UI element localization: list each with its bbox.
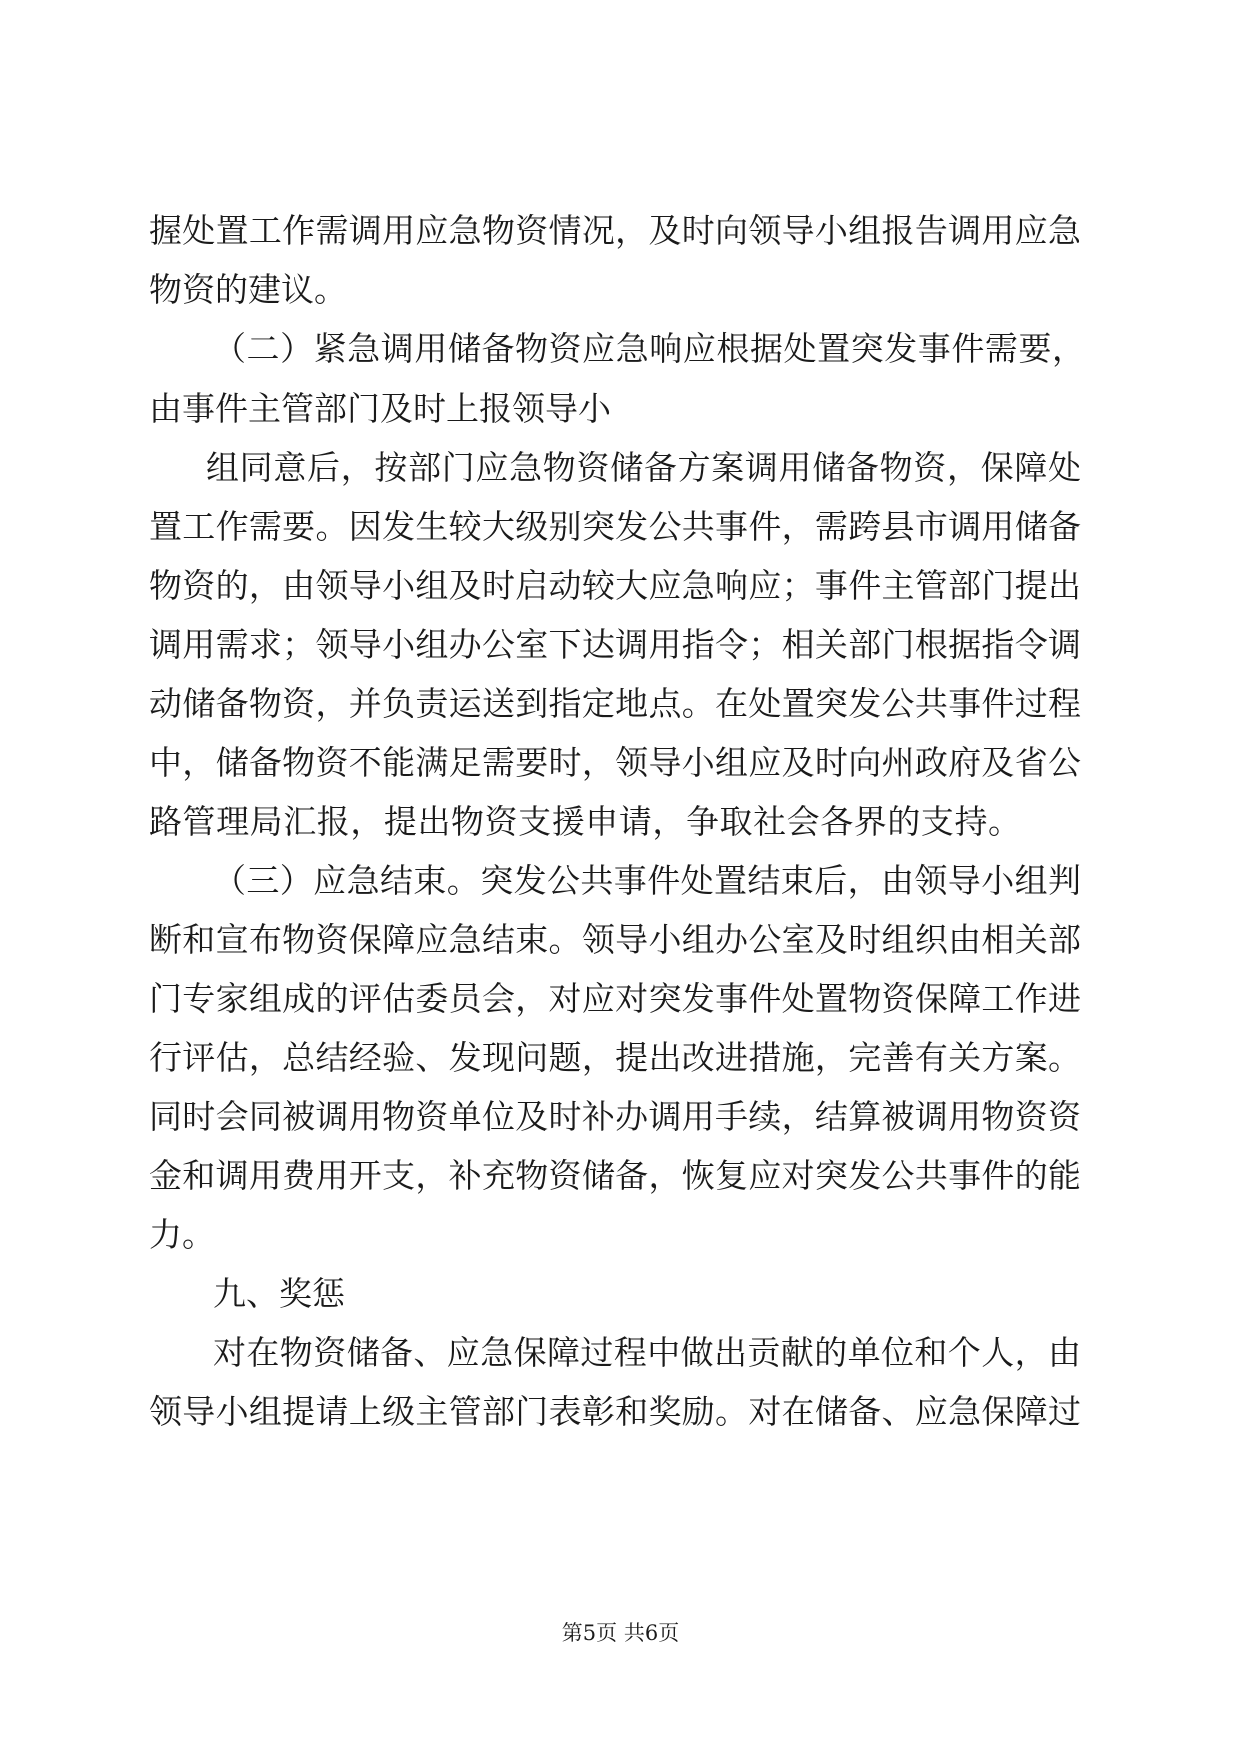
text-line: 断和宣布物资保障应急结束。领导小组办公室及时组织由相关部 <box>149 920 1081 959</box>
text-line: 门专家组成的评估委员会，对应对突发事件处置物资保障工作进 <box>149 979 1081 1018</box>
text-line: 行评估，总结经验、发现问题，提出改进措施，完善有关方案。 <box>149 1038 1081 1077</box>
text-line: 金和调用费用开支，补充物资储备，恢复应对突发公共事件的能 <box>149 1156 1081 1195</box>
text-line: 中，储备物资不能满足需要时，领导小组应及时向州政府及省公 <box>149 743 1081 782</box>
text-line: 物资的建议。 <box>149 270 347 309</box>
text-line: 握处置工作需调用应急物资情况，及时向领导小组报告调用应急 <box>149 211 1081 250</box>
text-line: 动储备物资，并负责运送到指定地点。在处置突发公共事件过程 <box>149 684 1081 723</box>
page-number-footer: 第5页 共6页 <box>561 1621 680 1645</box>
text-line: 调用需求；领导小组办公室下达调用指令；相关部门根据指令调 <box>149 625 1081 664</box>
text-line: （二）紧急调用储备物资应急响应根据处置突发事件需要， <box>213 329 1085 368</box>
text-line: 置工作需要。因发生较大级别突发公共事件，需跨县市调用储备 <box>149 507 1081 546</box>
text-line: 对在物资储备、应急保障过程中做出贡献的单位和个人，由 <box>213 1333 1081 1372</box>
text-line: 组同意后，按部门应急物资储备方案调用储备物资，保障处 <box>206 448 1081 487</box>
text-line: 物资的，由领导小组及时启动较大应急响应；事件主管部门提出 <box>149 566 1081 605</box>
text-line: （三）应急结束。突发公共事件处置结束后，由领导小组判 <box>213 861 1081 900</box>
text-line: 力。 <box>149 1215 215 1254</box>
text-line: 由事件主管部门及时上报领导小 <box>149 389 611 428</box>
text-line: 路管理局汇报，提出物资支援申请，争取社会各界的支持。 <box>149 802 1021 841</box>
section-heading: 九、奖惩 <box>213 1274 345 1313</box>
text-line: 同时会同被调用物资单位及时补办调用手续，结算被调用物资资 <box>149 1097 1081 1136</box>
text-line: 领导小组提请上级主管部门表彰和奖励。对在储备、应急保障过 <box>149 1392 1081 1431</box>
